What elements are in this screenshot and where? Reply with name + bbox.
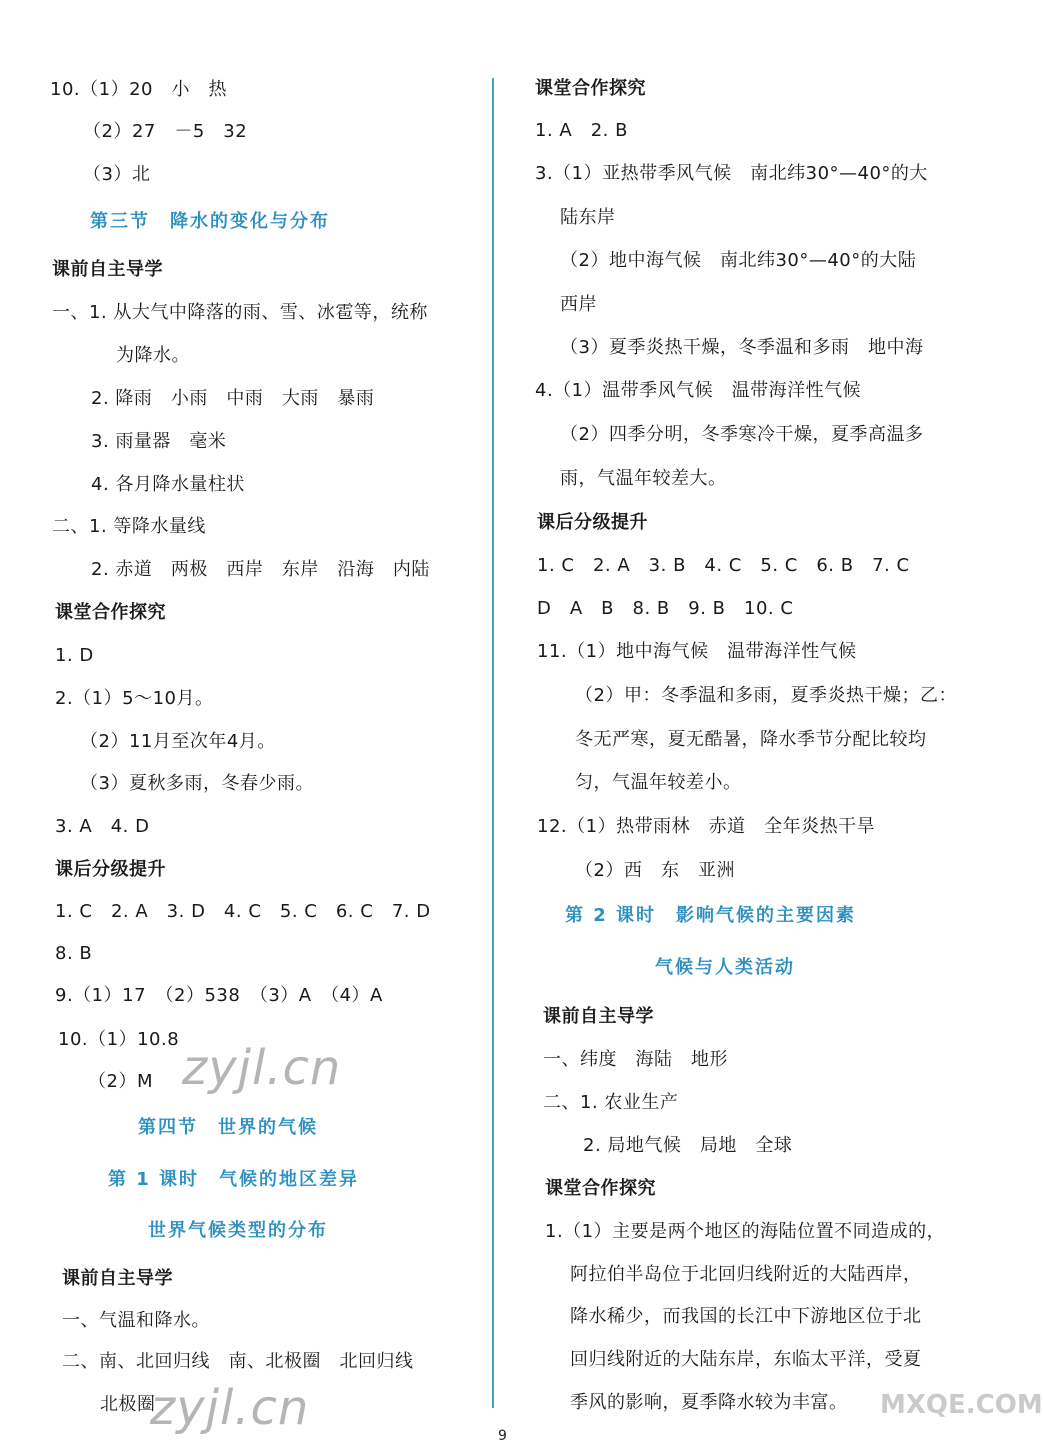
- answer-line: 二、南、北回归线 南、北极圈 北回归线: [62, 1351, 414, 1372]
- answer-line: 二、1. 农业生产: [543, 1092, 679, 1113]
- answer-line: （3）夏季炎热干燥，冬季温和多雨 地中海: [560, 337, 924, 358]
- section-title: 第四节 世界的气候: [138, 1117, 318, 1138]
- answer-line: 1. C 2. A 3. B 4. C 5. C 6. B 7. C: [537, 555, 910, 576]
- section-title: 气候与人类活动: [655, 957, 795, 978]
- answer-line: 二、1. 等降水量线: [52, 516, 206, 537]
- answer-line: 为降水。: [116, 345, 190, 366]
- answer-line: （2）11月至次年4月。: [80, 731, 276, 752]
- answer-line: （2）27 －5 32: [83, 121, 248, 142]
- answer-line: 8. B: [55, 943, 93, 964]
- subsection-heading: 课堂合作探究: [55, 602, 166, 623]
- answer-line: 冬无严寒，夏无酷暑，降水季节分配比较均: [575, 729, 927, 750]
- answer-line: （2）四季分明，冬季寒冷干燥，夏季高温多: [560, 424, 924, 445]
- answer-line: （3）北: [83, 164, 151, 185]
- answer-line: 3. 雨量器 毫米: [91, 431, 227, 452]
- answer-line: （3）夏秋多雨，冬春少雨。: [80, 773, 314, 794]
- section-title: 世界气候类型的分布: [148, 1220, 328, 1241]
- answer-line: 北极圈: [100, 1394, 156, 1415]
- answer-line: 雨，气温年较差大。: [560, 468, 727, 489]
- answer-line: 12.（1）热带雨林 赤道 全年炎热干旱: [537, 816, 876, 837]
- section-title: 第 2 课时 影响气候的主要因素: [565, 905, 857, 926]
- answer-line: 2. 局地气候 局地 全球: [583, 1135, 793, 1156]
- subsection-heading: 课堂合作探究: [545, 1178, 656, 1199]
- answer-line: 10.（1）10.8: [58, 1029, 180, 1050]
- answer-line: D A B 8. B 9. B 10. C: [537, 598, 794, 619]
- answer-line: 一、纬度 海陆 地形: [543, 1049, 728, 1070]
- answer-line: 一、1. 从大气中降落的雨、雪、冰雹等，统称: [52, 302, 428, 323]
- answer-line: 10.（1）20 小 热: [50, 79, 227, 100]
- answer-line: 回归线附近的大陆东岸，东临太平洋，受夏: [570, 1349, 922, 1370]
- page-number: 9: [498, 1428, 507, 1444]
- column-divider: [492, 78, 494, 1408]
- section-title: 第三节 降水的变化与分布: [90, 211, 330, 232]
- answer-line: 3.（1）亚热带季风气候 南北纬30°—40°的大: [535, 163, 928, 184]
- watermark: MXQE.COM: [880, 1390, 1043, 1420]
- answer-line: 9.（1）17 （2）538 （3）A （4）A: [55, 985, 383, 1006]
- watermark: zyjl.cn: [150, 1380, 310, 1436]
- answer-line: 11.（1）地中海气候 温带海洋性气候: [537, 641, 857, 662]
- answer-line: 2.（1）5～10月。: [55, 688, 214, 709]
- subsection-heading: 课前自主导学: [62, 1268, 173, 1289]
- answer-line: 4.（1）温带季风气候 温带海洋性气候: [535, 380, 862, 401]
- answer-line: 季风的影响，夏季降水较为丰富。: [570, 1392, 848, 1413]
- subsection-heading: 课前自主导学: [543, 1006, 654, 1027]
- answer-line: （2）M: [88, 1071, 153, 1092]
- answer-line: 1. C 2. A 3. D 4. C 5. C 6. C 7. D: [55, 901, 431, 922]
- answer-line: （2）西 东 亚洲: [575, 860, 735, 881]
- answer-line: 1.（1）主要是两个地区的海陆位置不同造成的，: [545, 1221, 946, 1242]
- answer-line: 2. 降雨 小雨 中雨 大雨 暴雨: [91, 388, 375, 409]
- subsection-heading: 课后分级提升: [537, 512, 648, 533]
- answer-line: 3. A 4. D: [55, 816, 150, 837]
- answer-line: 一、气温和降水。: [62, 1310, 210, 1331]
- answer-line: （2）地中海气候 南北纬30°—40°的大陆: [560, 250, 917, 271]
- subsection-heading: 课后分级提升: [55, 859, 166, 880]
- answer-line: 陆东岸: [560, 207, 616, 228]
- answer-line: 2. 赤道 两极 西岸 东岸 沿海 内陆: [91, 559, 430, 580]
- subsection-heading: 课堂合作探究: [535, 78, 646, 99]
- answer-line: 1. D: [55, 645, 94, 666]
- section-title: 第 1 课时 气候的地区差异: [108, 1169, 360, 1190]
- answer-line: 降水稀少，而我国的长江中下游地区位于北: [570, 1306, 922, 1327]
- answer-line: 4. 各月降水量柱状: [91, 474, 245, 495]
- subsection-heading: 课前自主导学: [52, 259, 163, 280]
- answer-line: 1. A 2. B: [535, 120, 628, 141]
- answer-line: 阿拉伯半岛位于北回归线附近的大陆西岸，: [570, 1264, 922, 1285]
- answer-line: 西岸: [560, 294, 597, 315]
- answer-line: 匀，气温年较差小。: [575, 772, 742, 793]
- watermark: zyjl.cn: [182, 1040, 342, 1096]
- answer-line: （2）甲：冬季温和多雨，夏季炎热干燥；乙：: [575, 685, 957, 706]
